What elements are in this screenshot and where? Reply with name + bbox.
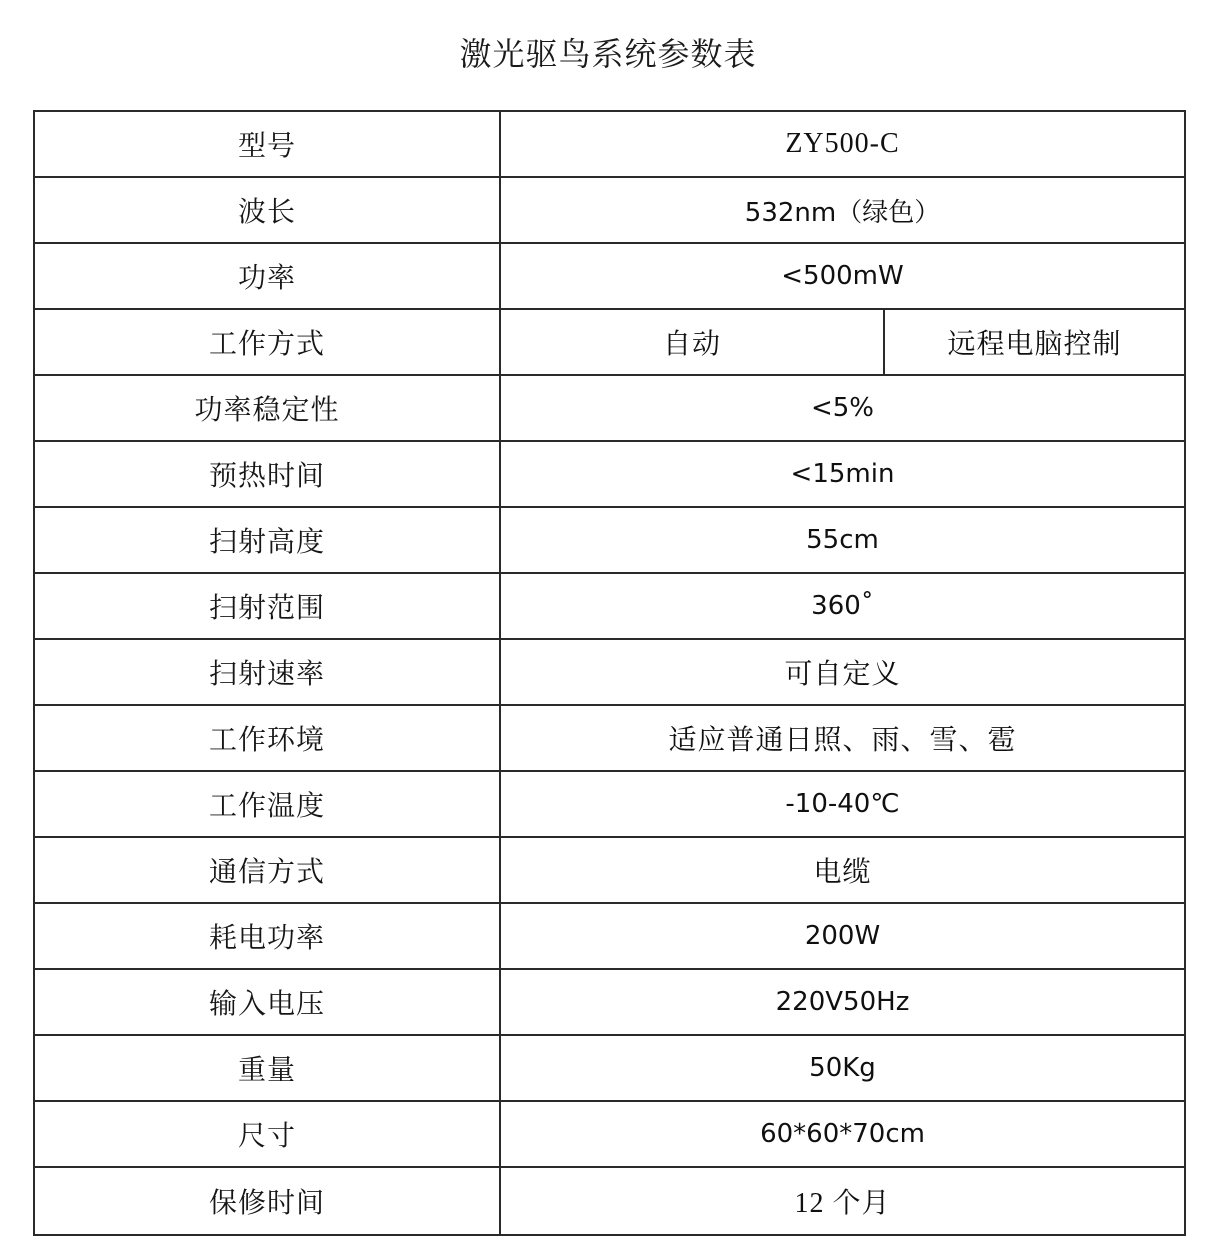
spec-label: 型号 <box>237 131 296 162</box>
spec-value: 可自定义 <box>499 640 1184 704</box>
spec-value: 50Kg <box>499 1036 1184 1100</box>
spec-label: 波长 <box>237 197 296 228</box>
spec-value: 自动 <box>499 310 883 374</box>
spec-row <box>35 112 1184 178</box>
spec-label: 扫射高度 <box>208 527 325 558</box>
spec-value: 55cm <box>499 508 1184 572</box>
spec-row <box>35 310 1184 376</box>
spec-row <box>35 904 1184 970</box>
spec-row <box>35 1036 1184 1102</box>
spec-value: 200W <box>499 904 1184 968</box>
spec-label: 扫射范围 <box>208 593 325 624</box>
spec-label: 保修时间 <box>208 1188 325 1219</box>
spec-row <box>35 1102 1184 1168</box>
spec-row <box>35 838 1184 904</box>
spec-label: 工作环境 <box>208 725 325 756</box>
spec-table <box>33 110 1186 1236</box>
spec-label: 预热时间 <box>208 461 325 492</box>
spec-value: 电缆 <box>499 838 1184 902</box>
spec-row <box>35 970 1184 1036</box>
spec-value-secondary: 远程电脑控制 <box>883 310 1184 374</box>
spec-value: <5% <box>499 376 1184 440</box>
spec-value: <500mW <box>499 244 1184 308</box>
spec-row <box>35 1168 1184 1234</box>
spec-value: -10-40℃ <box>499 772 1184 836</box>
spec-row <box>35 244 1184 310</box>
spec-label: 功率稳定性 <box>194 395 340 426</box>
spec-value: 60*60*70cm <box>499 1102 1184 1166</box>
spec-value: ZY500-C <box>499 112 1184 176</box>
spec-label: 工作温度 <box>208 791 325 822</box>
spec-row <box>35 772 1184 838</box>
spec-label: 通信方式 <box>208 857 325 888</box>
spec-label: 重量 <box>237 1055 296 1086</box>
spec-value: 360˚ <box>499 574 1184 638</box>
spec-row <box>35 442 1184 508</box>
spec-value: 532nm（绿色） <box>499 178 1184 242</box>
spec-label: 扫射速率 <box>208 659 325 690</box>
spec-value: <15min <box>499 442 1184 506</box>
spec-label: 尺寸 <box>237 1121 296 1152</box>
spec-row <box>35 178 1184 244</box>
spec-value: 适应普通日照、雨、雪、雹 <box>499 706 1184 770</box>
spec-label: 耗电功率 <box>208 923 325 954</box>
page-title: 激光驱鸟系统参数表 <box>459 36 757 72</box>
spec-row <box>35 574 1184 640</box>
spec-row <box>35 706 1184 772</box>
spec-row <box>35 508 1184 574</box>
spec-row <box>35 376 1184 442</box>
spec-label: 工作方式 <box>208 329 325 360</box>
spec-row <box>35 640 1184 706</box>
spec-value: 12 个月 <box>499 1168 1184 1234</box>
spec-label: 功率 <box>237 263 296 294</box>
spec-label: 输入电压 <box>208 989 325 1020</box>
spec-value: 220V50Hz <box>499 970 1184 1034</box>
